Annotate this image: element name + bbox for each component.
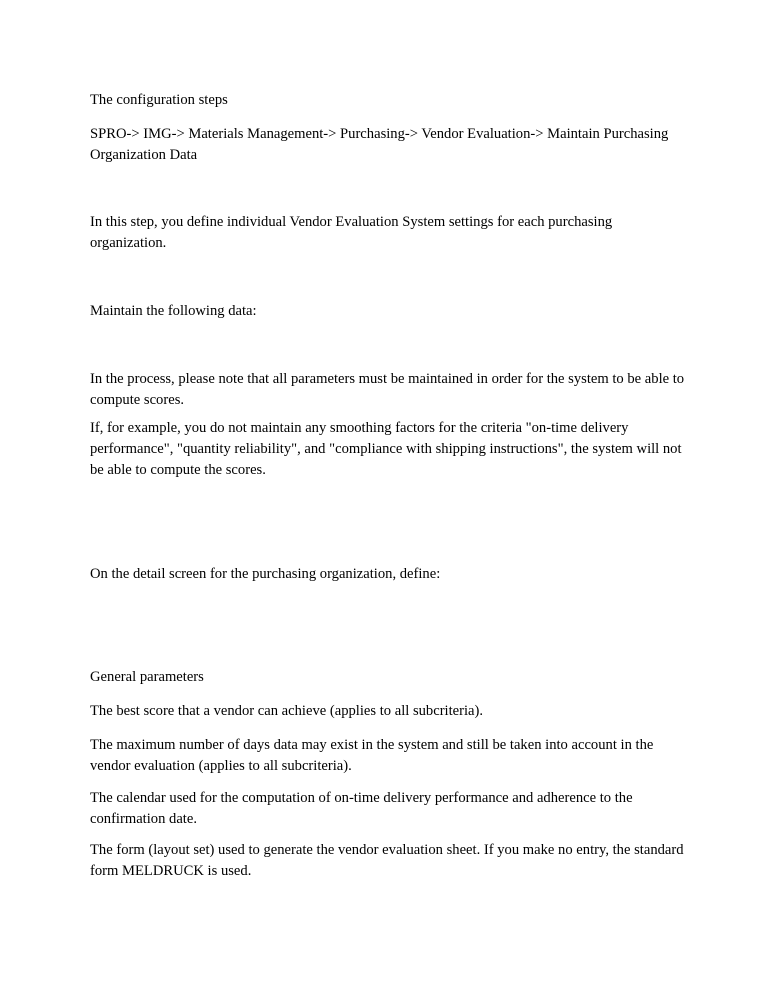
section-heading-general-parameters: General parameters: [90, 669, 204, 685]
step-description-paragraph: In this step, you define individual Vendor Evaluation System settings for each purchasing organization.: [90, 214, 613, 251]
section-heading-configuration-steps: The configuration steps: [90, 92, 228, 108]
calendar-paragraph: The calendar used for the computation of on-time delivery performance and adherence to the confirmation date.: [90, 790, 633, 827]
parameters-note-paragraph: In the process, please note that all parameters must be maintained in order for the system to be able to compute scores.: [90, 371, 685, 408]
smoothing-factors-paragraph: If, for example, you do not maintain any smoothing factors for the criteria "on-time delivery performance", "quantity reliability", and "compliance with shipping instructions", the system will not be able to compute the scores.: [90, 420, 682, 478]
form-layout-paragraph: The form (layout set) used to generate the vendor evaluation sheet. If you make no entry, the standard form MELDRUCK is used.: [90, 842, 684, 879]
max-days-paragraph: The maximum number of days data may exist in the system and still be taken into account in the vendor evaluation (applies to all subcriteria).: [90, 737, 654, 774]
menu-path-paragraph: SPRO-> IMG-> Materials Management-> Purchasing-> Vendor Evaluation-> Maintain Purchasing Organization Data: [90, 126, 669, 163]
detail-screen-paragraph: On the detail screen for the purchasing organization, define:: [90, 566, 441, 582]
maintain-data-paragraph: Maintain the following data:: [90, 303, 257, 319]
best-score-paragraph: The best score that a vendor can achieve (applies to all subcriteria).: [90, 703, 484, 719]
